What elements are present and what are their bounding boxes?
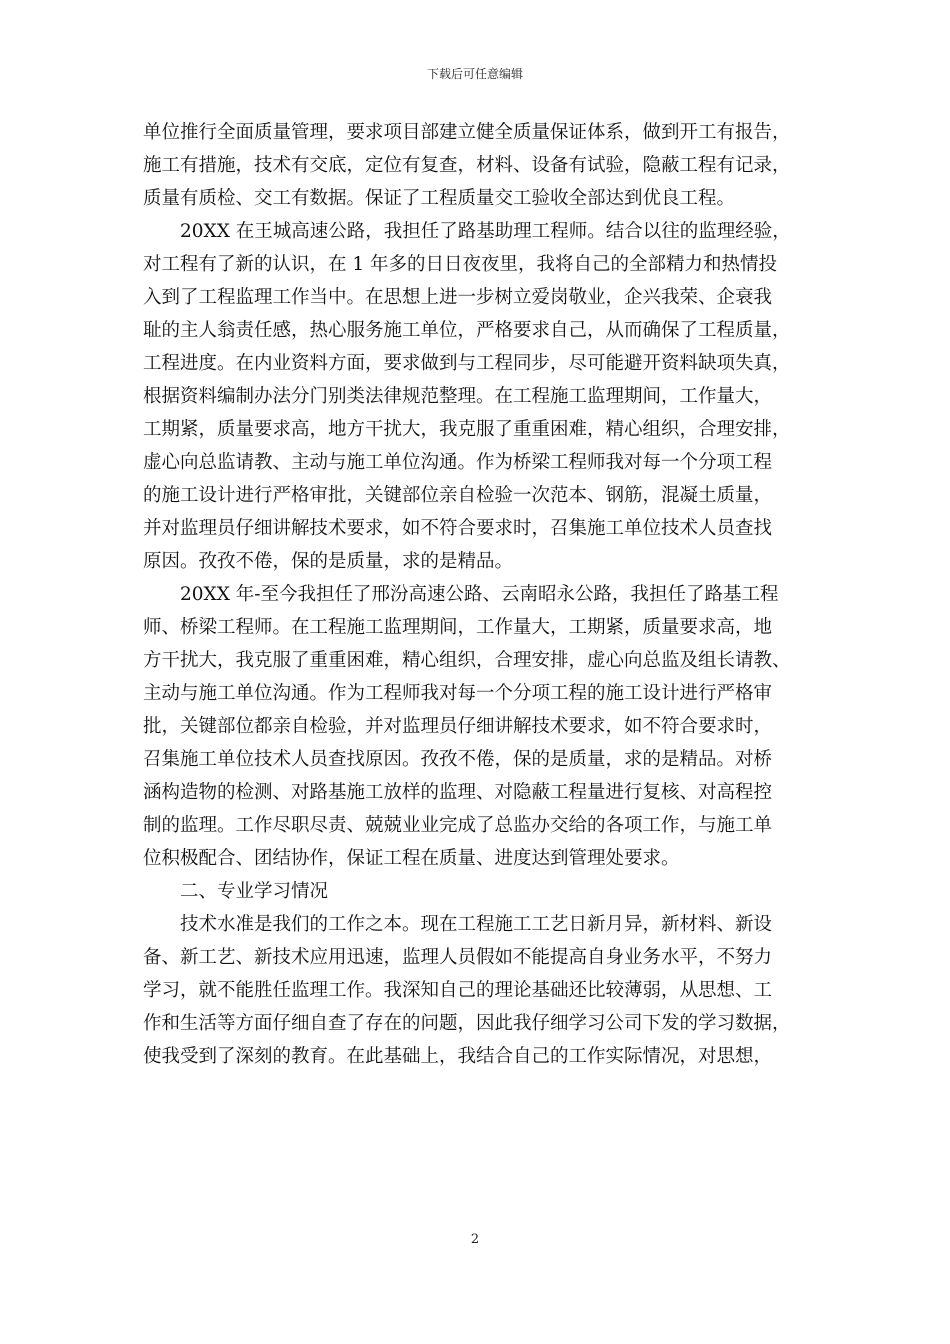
page-number: 2 bbox=[470, 1232, 480, 1247]
text-line: 主动与施工单位沟通。作为工程师我对每一个分项工程的施工设计进行严格审 bbox=[143, 683, 773, 704]
text-line: 并对监理员仔细讲解技术要求，如不符合要求时，召集施工单位技术人员查找 bbox=[143, 518, 773, 539]
text-line: 批，关键部位都亲自检验，并对监理员仔细讲解技术要求，如不符合要求时， bbox=[143, 716, 773, 737]
text-line: 入到了工程监理工作当中。在思想上进一步树立爱岗敬业，企兴我荣、企衰我 bbox=[143, 287, 773, 308]
section-heading: 二、专业学习情况 bbox=[180, 881, 329, 902]
text-line: 师、桥梁工程师。在工程施工监理期间，工作量大，工期紧，质量要求高，地 bbox=[143, 617, 773, 638]
text-line: 方干扰大，我克服了重重困难，精心组织，合理安排，虚心向总监及组长请教、 bbox=[143, 650, 791, 671]
text-line: 的施工设计进行严格审批，关键部位亲自检验一次范本、钢筋，混凝土质量， bbox=[143, 485, 773, 506]
text-line: 质量有质检、交工有数据。保证了工程质量交工验收全部达到优良工程。 bbox=[143, 188, 736, 209]
text-line: 对工程有了新的认识，在 1 年多的日日夜夜里，我将自己的全部精力和热情投 bbox=[143, 254, 778, 275]
paragraph-start: 技术水准是我们的工作之本。现在工程施工工艺日新月异，新材料、新设 bbox=[180, 914, 773, 935]
page-header: 下载后可任意编辑 bbox=[426, 67, 523, 81]
text-line: 位积极配合、团结协作，保证工程在质量、进度达到管理处要求。 bbox=[143, 848, 680, 869]
text-line: 学习，就不能胜任监理工作。我深知自己的理论基础还比较薄弱，从思想、工 bbox=[143, 980, 773, 1001]
text-line: 作和生活等方面仔细自查了存在的问题，因此我仔细学习公司下发的学习数据， bbox=[143, 1013, 791, 1034]
text-line: 虚心向总监请教、主动与施工单位沟通。作为桥梁工程师我对每一个分项工程 bbox=[143, 452, 773, 473]
document-body bbox=[143, 116, 823, 1073]
text-line: 使我受到了深刻的教育。在此基础上，我结合自己的工作实际情况，对思想， bbox=[143, 1046, 773, 1067]
text-line: 工程进度。在内业资料方面，要求做到与工程同步，尽可能避开资料缺项失真， bbox=[143, 353, 791, 374]
paragraph-start: 20XX 在王城高速公路，我担任了路基助理工程师。结合以往的监理经验， bbox=[180, 221, 791, 242]
text-line: 制的监理。工作尽职尽责、兢兢业业完成了总监办交给的各项工作，与施工单 bbox=[143, 815, 773, 836]
text-line: 召集施工单位技术人员查找原因。孜孜不倦，保的是质量，求的是精品。对桥 bbox=[143, 749, 773, 770]
text-line: 原因。孜孜不倦，保的是质量，求的是精品。 bbox=[143, 551, 514, 572]
text-line: 涵构造物的检测、对路基施工放样的监理、对隐蔽工程量进行复核、对高程控 bbox=[143, 782, 773, 803]
text-line: 备、新工艺、新技术应用迅速，监理人员假如不能提高自身业务水平，不努力 bbox=[143, 947, 773, 968]
text-line: 耻的主人翁责任感，热心服务施工单位，严格要求自己，从而确保了工程质量， bbox=[143, 320, 791, 341]
text-line: 根据资料编制办法分门别类法律规范整理。在工程施工监理期间，工作量大， bbox=[143, 386, 773, 407]
text-line: 施工有措施，技术有交底，定位有复查，材料、设备有试验，隐蔽工程有记录， bbox=[143, 155, 791, 176]
text-line: 单位推行全面质量管理，要求项目部建立健全质量保证体系，做到开工有报告， bbox=[143, 122, 791, 143]
paragraph-start: 20XX 年-至今我担任了邢汾高速公路、云南昭永公路，我担任了路基工程 bbox=[180, 584, 779, 605]
text-line: 工期紧，质量要求高，地方干扰大，我克服了重重困难，精心组织，合理安排， bbox=[143, 419, 791, 440]
